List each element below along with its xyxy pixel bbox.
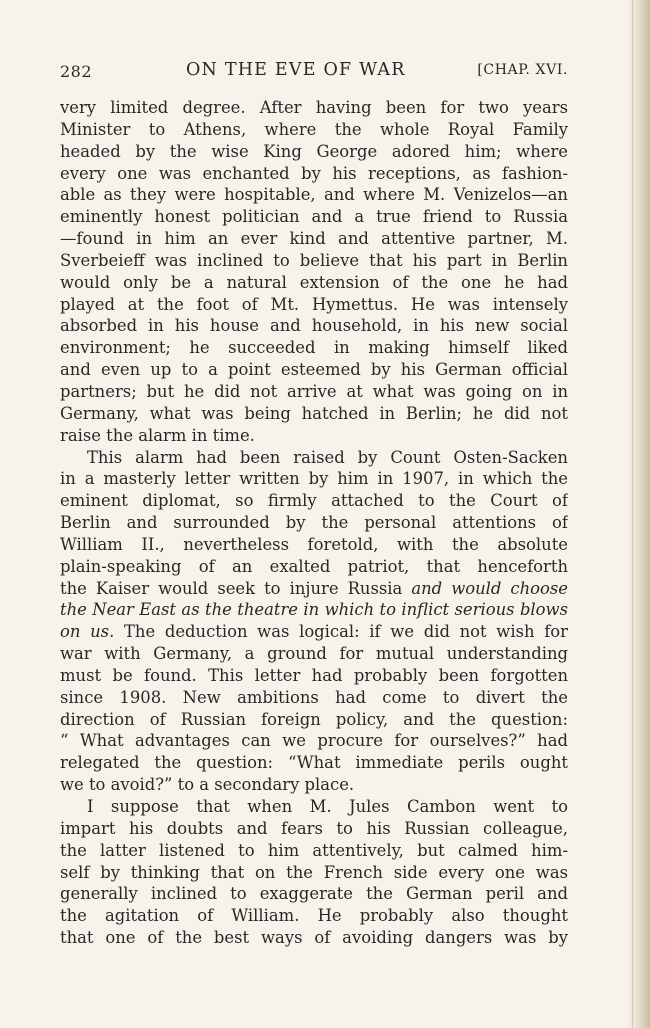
text-line: Sverbeieff was inclined to believe that his part in Berlin xyxy=(60,250,568,270)
chapter-label: [CHAP. XVI. xyxy=(477,62,568,78)
italic-segment: and would choose xyxy=(411,578,568,598)
text-line: self by thinking that on the French side every one was xyxy=(60,862,568,882)
text-line: war with Germany, a ground for mutual understanding xyxy=(60,644,568,664)
text-line: the latter listened to him attentively, but calmed him- xyxy=(60,840,568,860)
running-head xyxy=(60,58,568,86)
text-line: very limited degree. After having been for two years xyxy=(60,98,568,117)
text-line: I suppose that when M. Jules Cambon went to xyxy=(87,797,568,816)
text-line xyxy=(60,621,568,643)
text-line: direction of Russian foreign policy, and the question: xyxy=(60,709,568,729)
italic-segment: on us. xyxy=(60,622,115,642)
text-line: partners; but he did not arrive at what was going on in xyxy=(60,381,568,401)
text-line: eminent diplomat, so firmly attached to the Court of xyxy=(60,491,568,511)
text-line xyxy=(60,578,568,600)
text-line: impart his doubts and fears to his Russian colleague, xyxy=(60,818,568,838)
text-line: Berlin and surrounded by the personal attentions of xyxy=(60,513,568,533)
text-line: Minister to Athens, where the whole Royal Family xyxy=(60,119,568,139)
text-line: played at the foot of Mt. Hymettus. He was intensely xyxy=(60,294,568,314)
text-segment: The deduction was logical: if we did not wish for xyxy=(114,622,568,642)
text-line: and even up to a point esteemed by his German official xyxy=(60,360,568,380)
text-line: since 1908. New ambitions had come to divert the xyxy=(60,687,568,707)
page-edge xyxy=(628,0,650,1028)
text-line: headed by the wise King George adored him; where xyxy=(60,141,568,161)
text-line: relegated the question: “What immediate perils ought xyxy=(60,753,568,773)
page-number: 282 xyxy=(60,62,93,81)
text-segment: the Kaiser would seek to injure Russia xyxy=(60,578,412,598)
text-line: eminently honest politician and a true friend to Russia xyxy=(60,207,568,227)
body-text xyxy=(60,97,568,949)
text-line: would only be a natural extension of the one he had xyxy=(60,272,568,292)
text-line: the Near East as the theatre in which to inflict serious blows xyxy=(60,600,568,620)
text-line: we to avoid?” to a secondary place. xyxy=(60,775,355,795)
text-line: environment; he succeeded in making himself liked xyxy=(60,338,568,358)
text-line: absorbed in his house and household, in his new social xyxy=(60,316,568,336)
text-line: the agitation of William. He probably also thought xyxy=(60,906,568,926)
text-line: “ What advantages can we procure for ourselves?” had xyxy=(60,731,568,751)
text-line: —found in him an ever kind and attentive partner, M. xyxy=(60,229,568,249)
text-line: must be found. This letter had probably been forgotten xyxy=(60,665,568,685)
text-line: plain-speaking of an exalted patriot, that henceforth xyxy=(60,556,568,576)
text-line: raise the alarm in time. xyxy=(60,425,255,445)
text-line: generally inclined to exaggerate the German peril and xyxy=(60,884,568,904)
text-line: William II., nevertheless foretold, with the absolute xyxy=(60,534,568,554)
text-line: Germany, what was being hatched in Berlin; he did not xyxy=(60,403,568,423)
text-line: This alarm had been raised by Count Osten-Sacken xyxy=(87,447,568,467)
running-title: ON THE EVE OF WAR xyxy=(186,60,406,80)
text-line: in a masterly letter written by him in 1907, in which the xyxy=(60,469,568,489)
text-line: that one of the best ways of avoiding dangers was by xyxy=(60,928,568,948)
text-line: every one was enchanted by his receptions, as fashion- xyxy=(60,163,568,183)
text-line: able as they were hospitable, and where M. Venizelos—an xyxy=(60,185,568,205)
